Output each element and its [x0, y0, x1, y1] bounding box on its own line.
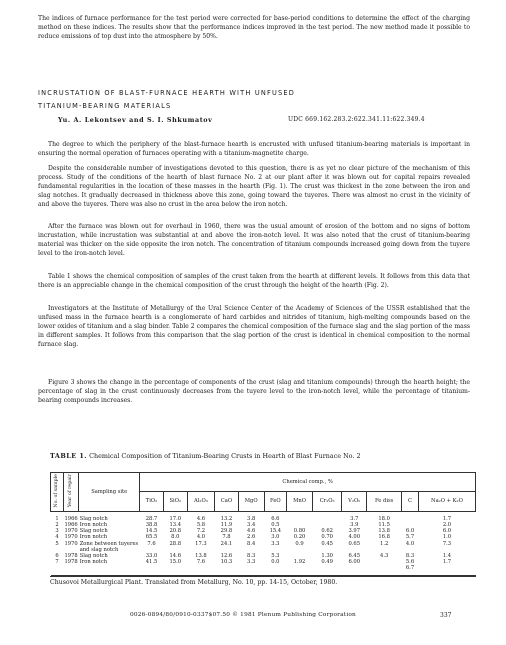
table-cell: 4.0 [405, 540, 415, 547]
table-cell: 7.8 [222, 534, 231, 541]
table-cell: Iron notch [79, 534, 108, 541]
article-title [38, 87, 478, 113]
table-cell: 24.1 [220, 540, 233, 547]
table-cell: 7 [51, 559, 64, 575]
table-cell: 4.6 [196, 515, 206, 522]
table-cell: 6.0 [405, 528, 415, 535]
table-cell: 1966 [64, 515, 78, 522]
table-cell: 8.0 [171, 534, 180, 541]
table-cell: 8.3 [247, 552, 256, 559]
table-row [51, 511, 476, 522]
table-cell: 2.0 [442, 521, 452, 528]
table-row [51, 559, 476, 575]
col-header: Cr₂O₃ [313, 492, 342, 511]
table-cell: 3.97 [348, 528, 361, 535]
col-header: V₂O₅ [342, 492, 367, 511]
table-cell: Zone between tuyeres and slag notch [79, 540, 139, 553]
table-cell: 0.20 [293, 534, 306, 541]
table-cell: 3.9 [350, 521, 359, 528]
table-cell: 1978 [64, 552, 78, 559]
table-cell: 3.4 [247, 521, 256, 528]
table-cell: 20.8 [169, 528, 182, 535]
table-cell: 7.2 [196, 528, 206, 535]
table-cell: 33.0 [145, 552, 158, 559]
table-cell: 1966 [64, 521, 78, 528]
table-caption-text: Chemical Composition of Titanium-Bearing Crusts in Hearth of Blast Furnace No. 2 [89, 452, 361, 460]
col-header-year: Year of repair [64, 473, 79, 512]
table-cell: 0.80 [293, 528, 306, 535]
table-cell: Slag notch [79, 515, 108, 522]
source-note: Chusovoi Metallurgical Plant. Translated from Metallurg, No. 10, pp. 14-15, October, 1980. [50, 579, 338, 586]
table-cell: 28.8 [169, 540, 182, 547]
table-cell: 3.7 [350, 515, 359, 522]
table-cell: 1970 [64, 540, 78, 547]
col-group-header: Chemical comp., % [140, 473, 476, 492]
table-cell: 11.9 [220, 521, 233, 528]
table-cell: 5 [55, 540, 59, 547]
table-cell: 0.49 [313, 559, 342, 575]
table-cell: 5.6 6.7 [402, 559, 419, 575]
col-header: Fe diss [367, 492, 402, 511]
table-cell: 3 [55, 528, 59, 535]
table-cell: 1970 [64, 534, 78, 541]
table-cell [367, 559, 402, 575]
table-cell: 1.30 [321, 552, 333, 559]
col-header: C [402, 492, 419, 511]
table-cell: 7.6 [147, 540, 156, 547]
table-cell: 7.6 [187, 559, 215, 575]
table-cell: 0.0 [264, 559, 286, 575]
udc-code: UDC 669.162.283.2:622.341.11:622.349.4 [288, 116, 425, 123]
col-header: TiO₂ [140, 492, 164, 511]
table-cell: 5.8 [196, 521, 206, 528]
table-cell: 1978 [64, 559, 79, 575]
table-cell: 4.3 [380, 552, 389, 559]
body-paragraph: Table 1 shows the chemical composition of samples of the crust taken from the hearth at different levels. It follows from this data that there is an appreciable change in the chemical composition of the crust through the height of the hearth (Fig. 2). [38, 273, 470, 289]
intro-paragraph: The indices of furnace performance for the test period were corrected for base-period conditions to determine the effect of the charging method on these indices. The results show that the performance indices improved in the test period. The new method made it possible to reduce emissions of top dust into the atmosphere by 50%. [38, 15, 470, 40]
col-header: SiO₂ [163, 492, 187, 511]
table-cell: 14.6 [169, 552, 182, 559]
table-cell: 5.7 [405, 534, 415, 541]
table-cell: 16.8 [378, 534, 390, 541]
table-cell: Iron notch [79, 559, 140, 575]
table-cell: 5.3 [271, 552, 280, 559]
table-caption [50, 452, 470, 461]
table-cell: 65.5 [145, 534, 158, 541]
col-header: Na₂O + K₂O [418, 492, 475, 511]
composition-table [50, 472, 476, 576]
col-header-sample: No. of sample [51, 473, 64, 512]
table-cell: 17.3 [195, 540, 207, 547]
table-cell: 8.3 [405, 552, 415, 559]
table-bottom-rule [50, 576, 476, 577]
table-cell: 13.8 [378, 528, 390, 535]
col-header: FeO [264, 492, 286, 511]
table-cell: 6.45 [348, 552, 361, 559]
table-cell: 15.4 [269, 528, 282, 535]
table-cell [402, 511, 419, 522]
table-cell: 8.4 [247, 540, 256, 547]
table-cell: 2.6 [247, 534, 256, 541]
table-cell: 2 [55, 521, 59, 528]
col-header: MnO [287, 492, 313, 511]
table-cell: 3.0 [271, 534, 280, 541]
table-cell: 3.8 [247, 515, 256, 522]
table-cell: 13.2 [220, 515, 233, 522]
table-cell: 1.7 [418, 559, 475, 575]
table-cell: 13.4 [169, 521, 182, 528]
table-cell: 6 [55, 552, 59, 559]
table-cell: 6.6 [271, 515, 280, 522]
copyright-line: 0026-0894/80/0910-0337$07.50 © 1981 Plenum Publishing Corporation [130, 612, 356, 618]
col-header: Al₂O₃ [187, 492, 215, 511]
table-cell: 13.8 [195, 552, 207, 559]
col-header-site: Sampling site [79, 473, 140, 512]
table-cell: 0.62 [321, 528, 333, 535]
table-cell: 6.0 [442, 528, 452, 535]
table-cell: 0.5 [271, 521, 280, 528]
table-cell [287, 511, 313, 522]
table-caption-label: TABLE 1. [50, 452, 88, 460]
table-cell: 4 [55, 534, 59, 541]
body-paragraph: Despite the considerable number of investigations devoted to this question, there is as yet no clear picture of the mechanism of this process. Study of the conditions of the hearth of blast furnace No. 2 at our plant after it was blown out for capital repairs revealed fundamental regularities in the location of these masses in the hearth (Fig. 1). The crust was thickest in the zone between the iron and slag notches. It gradually decreased in thickness above this zone, going toward the tuyeres. There was almost no crust in the vicinity of and above the tuyeres. There was also no crust in the area below the iron notch. [38, 165, 470, 208]
article-authors: Yu. A. Lekontsev and S. I. Shkumatov [58, 116, 213, 124]
table-cell: 38.8 [145, 521, 158, 528]
table-cell: 1.0 [442, 534, 452, 541]
table-cell: 1.4 [442, 552, 452, 559]
table-cell: 0.70 [321, 534, 333, 541]
table-cell: 0.9 [295, 540, 304, 547]
col-header: CaO [215, 492, 238, 511]
table-cell: 14.5 [145, 528, 158, 535]
body-paragraph: After the furnace was blown out for overhaul in 1960, there was the usual amount of erosion of the bottom and no signs of bottom incrustation, while incrustation was substantial at and above the iron-notch level. It was also noted that the crust of titanium-bearing material was thicker on the side opposite the iron notch. The concentration of titanium compounds increased going down from the tuyere level to the iron-notch level. [38, 223, 470, 257]
table-cell: 0.65 [348, 540, 361, 547]
body-paragraph: Figure 3 shows the change in the percentage of components of the crust (slag and titanium compounds) through the hearth height; the percentage of slag in the crust continuously decreases from the tuyere level to the iron-notch level, while the percentage of titanium-bearing compounds increases. [38, 379, 470, 404]
table-cell: 4.6 [247, 528, 256, 535]
article-title-line-1: INCRUSTATION OF BLAST-FURNACE HEARTH WITH UNFUSED [38, 89, 296, 97]
table-cell: 1.2 [380, 540, 389, 547]
table-cell: 7.3 [442, 540, 452, 547]
table-cell: 1 [55, 515, 59, 522]
table-cell: 1970 [64, 528, 78, 535]
table-cell: 29.8 [220, 528, 233, 535]
table-cell: 18.0 [378, 515, 390, 522]
table-cell: 0.45 [321, 540, 333, 547]
table-cell: Slag notch [79, 528, 108, 535]
table-cell: 17.0 [169, 515, 182, 522]
col-header: MgO [238, 492, 264, 511]
page-number: 337 [440, 612, 452, 619]
table-cell: 4.0 [196, 534, 206, 541]
table-cell: 1.92 [287, 559, 313, 575]
table-cell: 3.3 [238, 559, 264, 575]
table-cell: 4.00 [348, 534, 361, 541]
table-cell: Iron notch [79, 521, 108, 528]
table-row [51, 541, 476, 553]
table-cell-extra: 6.7 [405, 565, 415, 572]
table-cell: 11.5 [378, 521, 390, 528]
table-cell: 1.7 [442, 515, 452, 522]
body-paragraph: Investigators at the Institute of Metallurgy of the Ural Science Center of the Academy of Sciences of the USSR established that the unfused mass in the furnace hearth is a conglomerate of hard carbides and nitrides of titanium, high-melting compounds based on the lower oxides of titanium and a slag binder. Table 2 compares the chemical composition of the furnace slag and the slag portion of the mass in different samples. It follows from this comparison that the slag portion of the crust is identical in chemical composition to the normal furnace slag. [38, 305, 470, 348]
body-paragraph: The degree to which the periphery of the blast-furnace hearth is encrusted with unfused titanium-bearing materials is important in ensuring the normal operation of furnaces operating with a titanium-magnetite charge. [38, 141, 470, 157]
table-cell: 28.7 [145, 515, 158, 522]
table-cell: 15.0 [163, 559, 187, 575]
table-cell: 3.3 [271, 540, 280, 547]
table-cell: 12.6 [220, 552, 233, 559]
table-cell: 6.00 [342, 559, 367, 575]
table-cell: Slag notch [79, 552, 108, 559]
table-cell [313, 511, 342, 522]
table-cell: 41.5 [140, 559, 164, 575]
table-cell: 10.3 [215, 559, 238, 575]
article-title-line-2: TITANIUM-BEARING MATERIALS [38, 102, 172, 110]
